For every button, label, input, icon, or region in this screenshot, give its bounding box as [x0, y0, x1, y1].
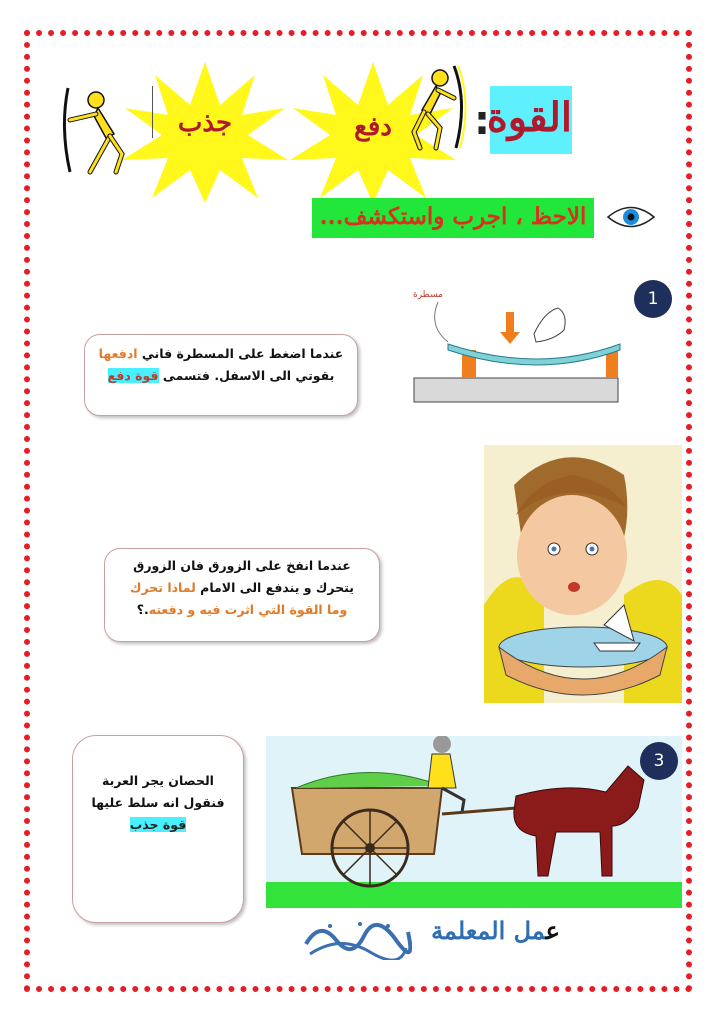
pushing-man-icon [410, 62, 474, 152]
signature [300, 912, 560, 962]
item-1-note [84, 334, 358, 416]
title-colon: : [474, 98, 490, 144]
item-2-line-1: عندما انفخ على الزورق فان الزورق [133, 558, 351, 573]
boy-blowing-boat-image [484, 445, 682, 703]
horse-cart-image [266, 736, 682, 908]
ruler-experiment-image [408, 282, 628, 410]
pull-label: جذب [177, 108, 233, 138]
item-3-highlight-pull: قوة جذب [129, 817, 187, 832]
signature-text [431, 916, 560, 945]
page-title: القوة [490, 86, 572, 154]
eye-icon [606, 202, 656, 232]
push-label: دفع [354, 112, 392, 142]
item-2-question: لماذا تحرك [130, 580, 196, 595]
signature-rest: مل المعلمة [431, 916, 546, 945]
item-2-line-2a: يتحرك و يندفع الى الامام [195, 580, 354, 595]
item-1-highlight-force: قوة دفع [107, 368, 159, 383]
item-3-line-1: الحصان يجر العربة [102, 773, 214, 788]
pulling-man-icon [60, 84, 130, 176]
signature-first-letter: ع [545, 916, 560, 945]
ruler-label: مسطرة [413, 290, 443, 300]
item-2-note [104, 548, 380, 642]
item-2-question-mark: .؟ [136, 602, 149, 617]
item-1-text-b: بقوتي الى الاسفل. فتسمى [158, 368, 335, 383]
signature-calligraphy-icon [300, 914, 412, 960]
item-3-note [72, 735, 244, 923]
item-1-text-a: عندما اضغط على المسطرة فاني [141, 346, 344, 361]
item-3-line-2: فنقول انه سلط عليها [91, 795, 225, 810]
observe-heading: الاحظ ، اجرب واستكشف... [312, 198, 594, 238]
step-badge-3: 3 [640, 742, 678, 780]
item-2-line-3: وما القوة التي اثرت فيه و دفعته [148, 602, 348, 617]
step-badge-1: 1 [634, 280, 672, 318]
item-1-highlight-push: ادفعها [98, 346, 138, 361]
